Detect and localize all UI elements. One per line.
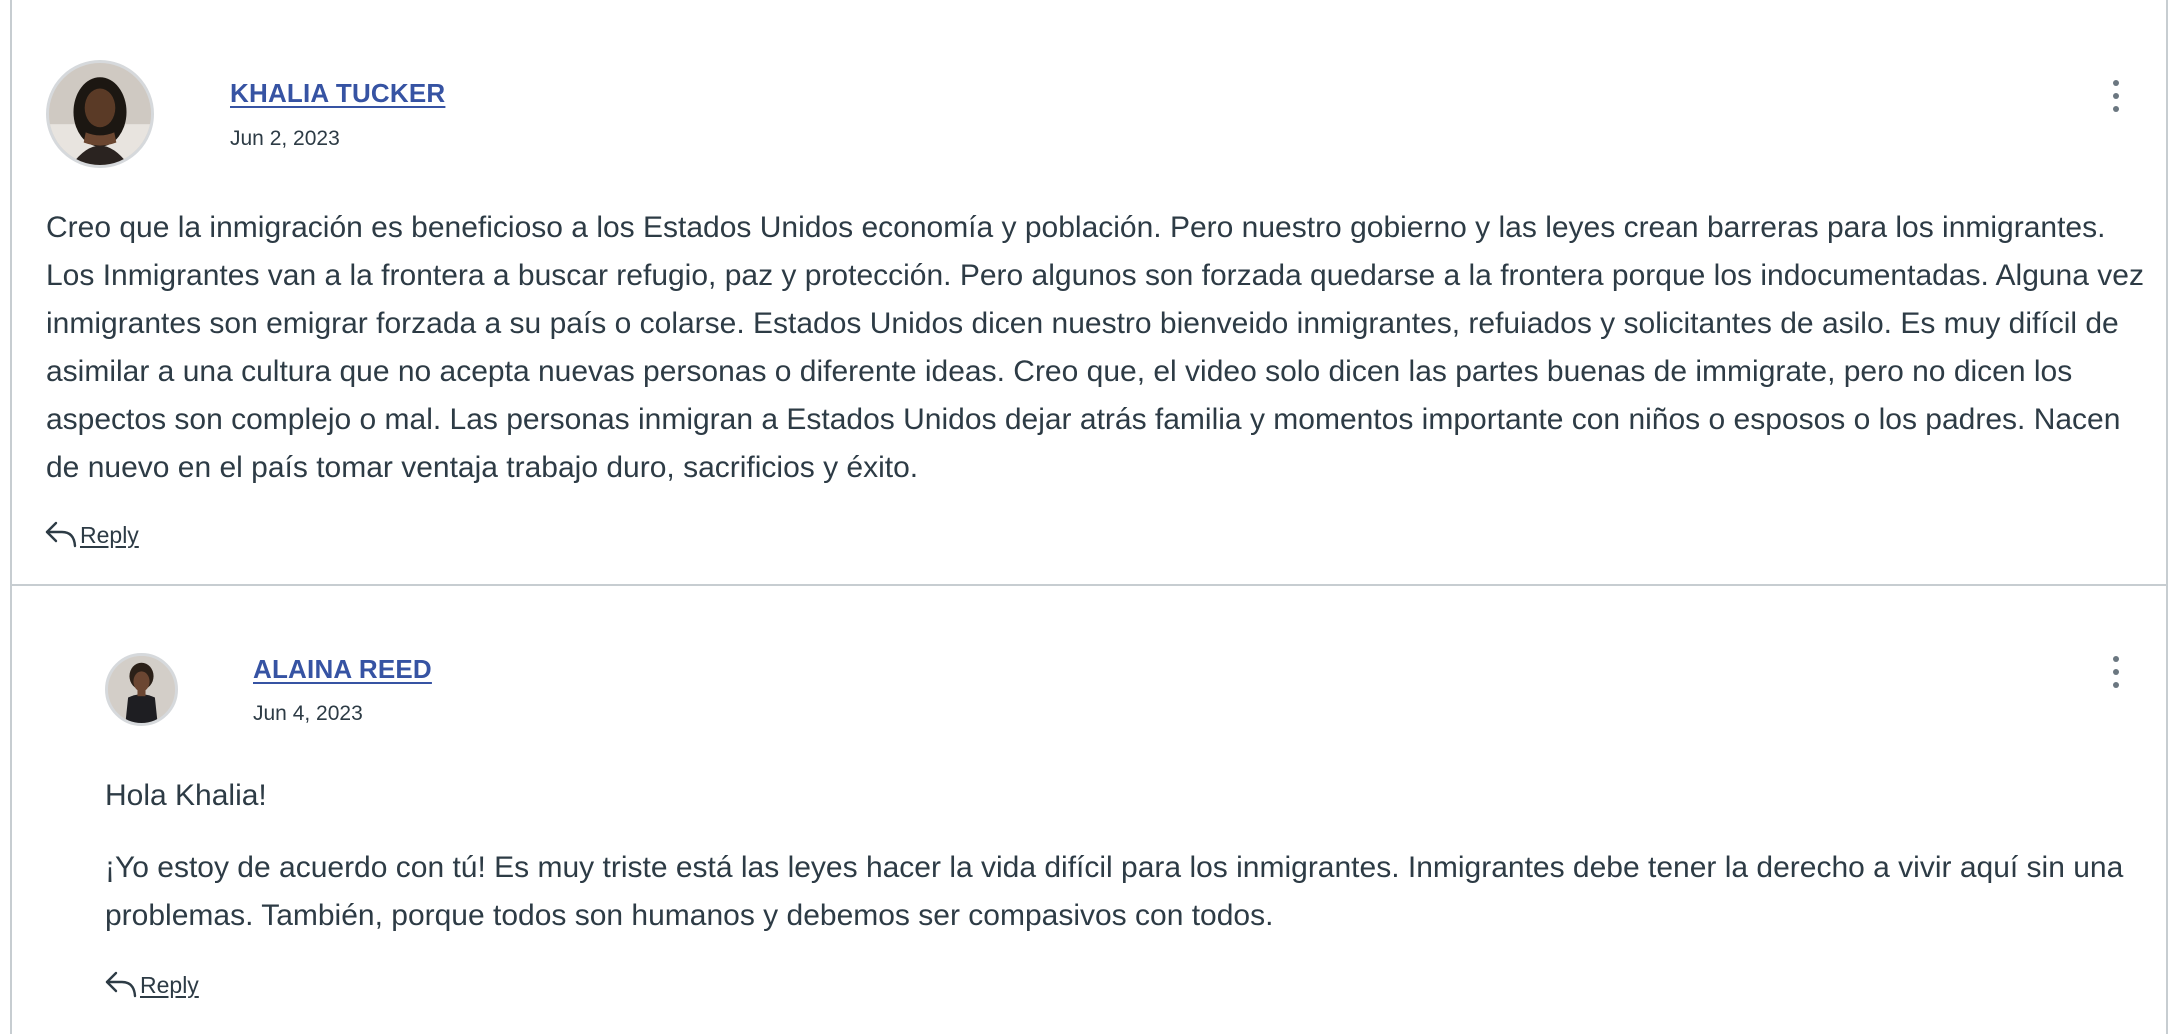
- reply-label: Reply: [140, 972, 199, 998]
- reply-arrow-icon: [44, 518, 78, 548]
- message-paragraph: ¡Yo estoy de acuerdo con tú! Es muy triste está las leyes hacer la vida difícil para los inmigrantes. Inmigrantes debe tener la derecho a vivir aquí sin una problemas. También, porque todos son humanos y debemos ser compasivos con todos.: [105, 851, 2124, 932]
- reply-button[interactable]: [44, 518, 139, 548]
- reply-label: Reply: [80, 522, 139, 548]
- avatar[interactable]: [46, 60, 154, 168]
- kebab-vertical-icon[interactable]: [2106, 76, 2126, 116]
- discussion-entry: [12, 0, 2166, 586]
- post-date: Jun 4, 2023: [253, 702, 363, 725]
- kebab-vertical-icon[interactable]: [2106, 652, 2126, 692]
- avatar-photo-icon: [108, 656, 175, 723]
- message-paragraph: Hola Khalia!: [105, 779, 267, 812]
- post-date: Jun 2, 2023: [230, 127, 340, 150]
- discussion-reply-entry: [12, 588, 2166, 1034]
- message-paragraph: Creo que la inmigración es beneficioso a los Estados Unidos economía y población. Pero nuestro gobierno y las leyes crean barreras para los inmigrantes. Los Inmigrantes van a la frontera a buscar refugio, paz y protección. Pero algunos son forzada quedarse a la frontera porque los indocumentadas. Alguna vez inmigrantes son emigrar forzada a su país o colarse. Estados Unidos dicen nuestro bienveido inmigrantes, refuiados y solicitantes de asilo. Es muy difícil de asimilar a una cultura que no acepta nuevas personas o diferente ideas. Creo que, el video solo dicen las partes buenas de immigrate, pero no dicen los aspectos son complejo o mal. Las personas inmigran a Estados Unidos dejar atrás familia y momentos importante con niños o esposos o los padres. Nacen de nuevo en el país tomar ventaja trabajo duro, sacrificios y éxito.: [46, 211, 2144, 484]
- avatar[interactable]: [105, 653, 178, 726]
- avatar-photo-icon: [49, 63, 151, 165]
- author-name-link[interactable]: KHALIA TUCKER: [230, 78, 446, 108]
- message-body: [105, 772, 2135, 940]
- reply-arrow-icon: [104, 968, 138, 998]
- author-name-link[interactable]: ALAINA REED: [253, 654, 432, 684]
- discussion-thread: [10, 0, 2168, 1034]
- message-body: [46, 204, 2156, 492]
- reply-button[interactable]: [104, 968, 199, 998]
